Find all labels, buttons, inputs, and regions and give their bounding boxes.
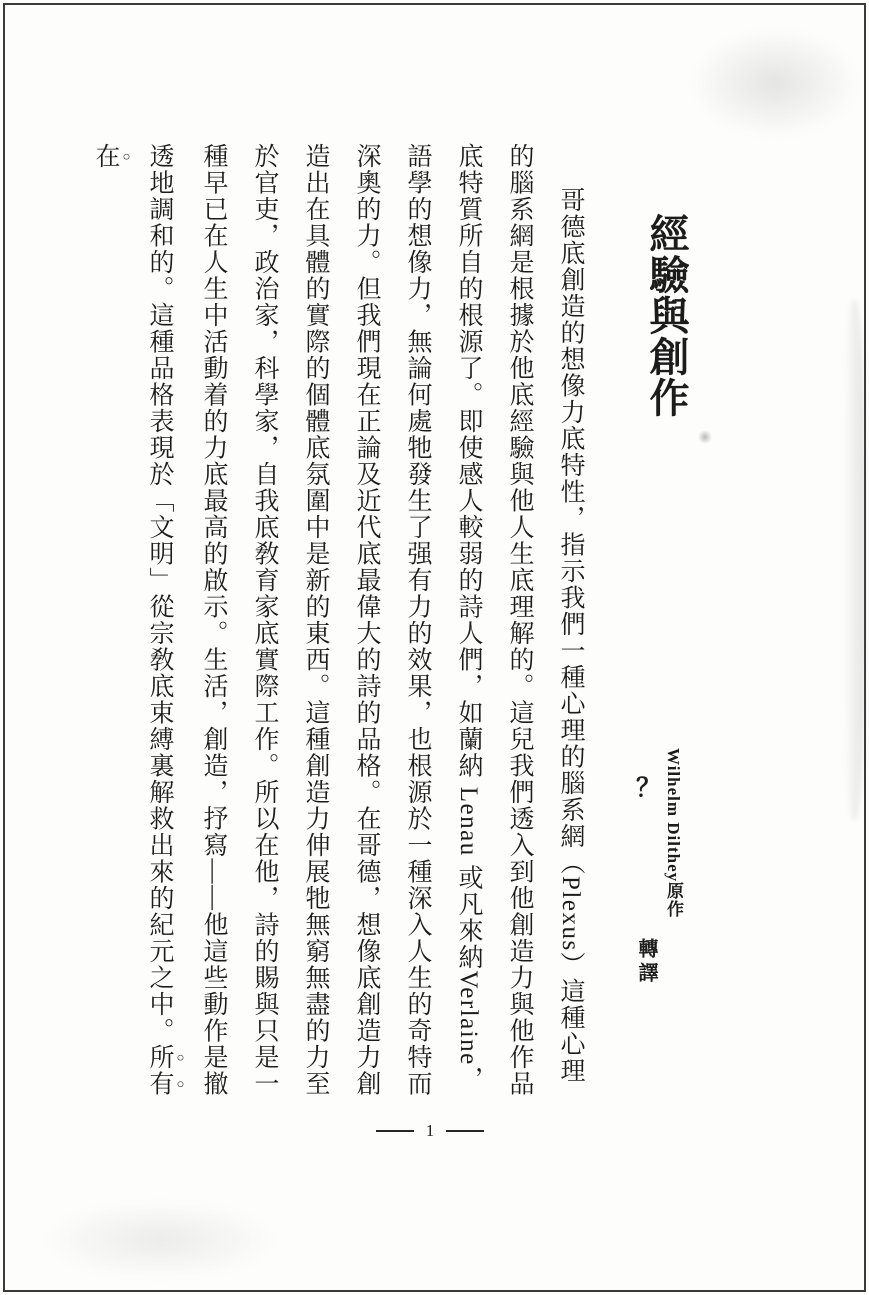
text-column: 底特質所自的根源了。即使感人較弱的詩人們，如蘭納 Lenau 或凡來納Verlaine， — [455, 143, 482, 1093]
text-column: 哥德底創造的想像力底特性，指示我們一種心理的腦系網（Plexus）這種心理 — [557, 187, 584, 1085]
text-column: 深奧的力。但我們現在正論及近代底最偉大的詩的品格。在哥德，想像底創造力創 — [353, 143, 380, 1097]
text-column: 的腦系網是根據於他底經驗與他人生底理解的。這兒我們透入到他創造力與他作品 — [506, 143, 533, 1097]
page-number-dash — [446, 1130, 484, 1132]
scan-artifact — [698, 430, 712, 444]
page-number — [0, 1122, 860, 1139]
text-column: 語學的想像力，無論何處牠發生了强有力的效果，也根源於一種深入人生的奇特而 — [404, 143, 431, 1097]
author-line: Wilhelm Dilthey原作 — [664, 748, 683, 919]
text-column — [80, 143, 188, 1103]
text-column: 造出在具體的實際的個體底氛圍中是新的東西。這種創造力伸展牠無窮無盡的力至 — [302, 143, 329, 1097]
text-column: 於官吏，政治家，科學家，自我底敎育家底實際工作。所以在他，詩的賜與只是一 — [251, 143, 278, 1097]
translator-name: ？ — [636, 775, 662, 802]
scan-artifact — [843, 300, 865, 820]
page-number-value: 1 — [425, 1121, 435, 1140]
scan-artifact — [690, 28, 860, 138]
page-number-dash — [376, 1130, 414, 1132]
translator-role: 轉譯 — [635, 938, 657, 986]
main-text — [92, 143, 596, 1103]
scan-artifact — [40, 1200, 280, 1280]
text-column: 種早已在人生中活動着的力底最高的啟示。生活，創造，抒寫——他這些動作是撤 — [200, 143, 227, 1097]
emphasized-text: 所有在 — [92, 143, 173, 1097]
article-title: 經驗與創作 — [644, 213, 689, 418]
text-run: 透地調和的。這種品格表現於「文明」從宗敎底束縛裏解救出來的紀元之中。 — [146, 143, 173, 1044]
